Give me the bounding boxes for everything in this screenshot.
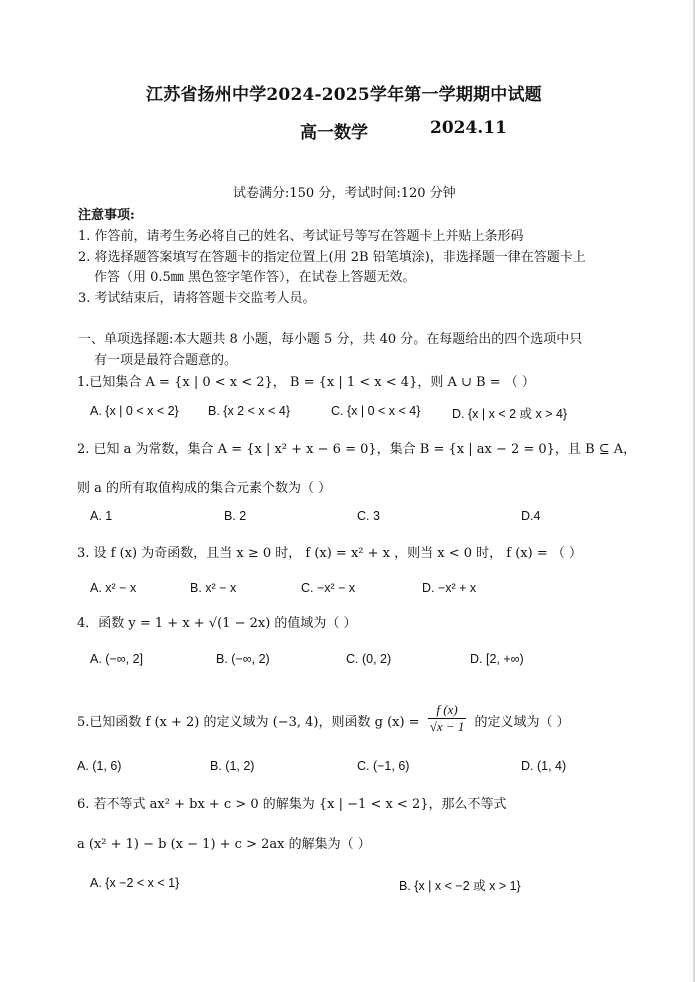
section-heading-cont: 有一项是最符合题意的。 (94, 353, 238, 368)
question-1-stem: 1.已知集合 A = {x | 0 < x < 2}， B = {x | 1 < x < 4}，则 A ∪ B = （ ） (77, 375, 535, 390)
question-2-option-a[interactable]: A. 1 (90, 509, 113, 523)
question-6-stem: 6. 若不等式 ax² + bx + c > 0 的解集为 {x | −1 < x < 2}，那么不等式 (77, 797, 507, 812)
question-2-option-b[interactable]: B. 2 (224, 509, 247, 523)
question-5-option-c[interactable]: C. (−1, 6) (357, 759, 410, 773)
question-2-option-c[interactable]: C. 3 (357, 509, 380, 523)
subject-label: 高一数学 (300, 123, 368, 143)
notice-item: 2. 将选择题答案填写在答题卡的指定位置上(用 2B 铅笔填涂)，非选择题一律在答题卡上 (78, 250, 586, 265)
question-5-option-a[interactable]: A. (1, 6) (77, 759, 122, 773)
question-3-stem: 3. 设 f (x) 为奇函数，且当 x ≥ 0 时， f (x) = x² + x ，则当 x < 0 时， f (x) = （ ） (77, 546, 582, 561)
question-5-option-d[interactable]: D. (1, 4) (521, 759, 567, 773)
question-3-option-a[interactable]: A. x² − x (90, 581, 137, 595)
question-1-option-a[interactable]: A. {x | 0 < x < 2} (90, 404, 179, 418)
question-1-option-d[interactable]: D. {x | x < 2 或 x > 4} (452, 407, 568, 421)
section-heading: 一、单项选择题:本大题共 8 小题，每小题 5 分，共 40 分。在每题给出的四个选项中只 (78, 332, 583, 347)
question-3-option-d[interactable]: D. −x² + x (422, 581, 477, 595)
question-4-option-d[interactable]: D. [2, +∞) (470, 652, 524, 666)
question-6-option-a[interactable]: A. {x −2 < x < 1} (90, 876, 180, 890)
question-5-stem-end: 的定义域为（ ） (474, 715, 570, 730)
question-5-fraction (428, 702, 467, 735)
question-4-stem: 4．函数 y = 1 + x + √(1 − 2x) 的值域为（ ） (77, 616, 357, 631)
fraction-numerator: f (x) (428, 702, 467, 719)
notice-item: 作答（用 0.5㎜ 黑色签字笔作答），在试卷上答题无效。 (94, 270, 416, 285)
question-5-option-b[interactable]: B. (1, 2) (210, 759, 255, 773)
question-3-option-c[interactable]: C. −x² − x (301, 581, 356, 595)
notice-heading: 注意事项: (78, 208, 135, 223)
question-6-stem-cont: a (x² + 1) − b (x − 1) + c > 2ax 的解集为（ ） (77, 837, 371, 852)
question-3-option-b[interactable]: B. x² − x (190, 581, 237, 595)
question-1-option-b[interactable]: B. {x 2 < x < 4} (208, 404, 291, 418)
question-2-stem-cont: 则 a 的所有取值构成的集合元素个数为（ ） (77, 481, 332, 496)
question-1-option-c[interactable]: C. {x | 0 < x < 4} (331, 404, 421, 418)
fraction-denominator: √x − 1 (429, 719, 465, 734)
notice-item: 3. 考试结束后，请将答题卡交监考人员。 (78, 291, 316, 306)
score-info: 试卷满分:150 分，考试时间:120 分钟 (233, 186, 456, 201)
question-6-option-b[interactable]: B. {x | x < −2 或 x > 1} (399, 879, 521, 893)
question-2-option-d[interactable]: D.4 (521, 509, 541, 523)
question-4-option-c[interactable]: C. (0, 2) (346, 652, 392, 666)
question-5-stem (77, 702, 570, 739)
notice-item: 1. 作答前，请考生务必将自己的姓名、考试证号等写在答题卡上并贴上条形码 (78, 229, 524, 244)
exam-date: 2024.11 (430, 118, 507, 138)
question-4-option-a[interactable]: A. (−∞, 2] (90, 652, 144, 666)
question-4-option-b[interactable]: B. (−∞, 2) (216, 652, 270, 666)
exam-title: 江苏省扬州中学2024-2025学年第一学期期中试题 (146, 85, 542, 105)
question-2-stem: 2. 已知 a 为常数，集合 A = {x | x² + x − 6 = 0}，集合 B = {x | ax − 2 = 0}，且 B ⊆ A， (77, 442, 637, 457)
question-5-stem-start: 5.已知函数 f (x + 2) 的定义域为 (−3, 4)，则函数 g (x) = (77, 715, 420, 730)
